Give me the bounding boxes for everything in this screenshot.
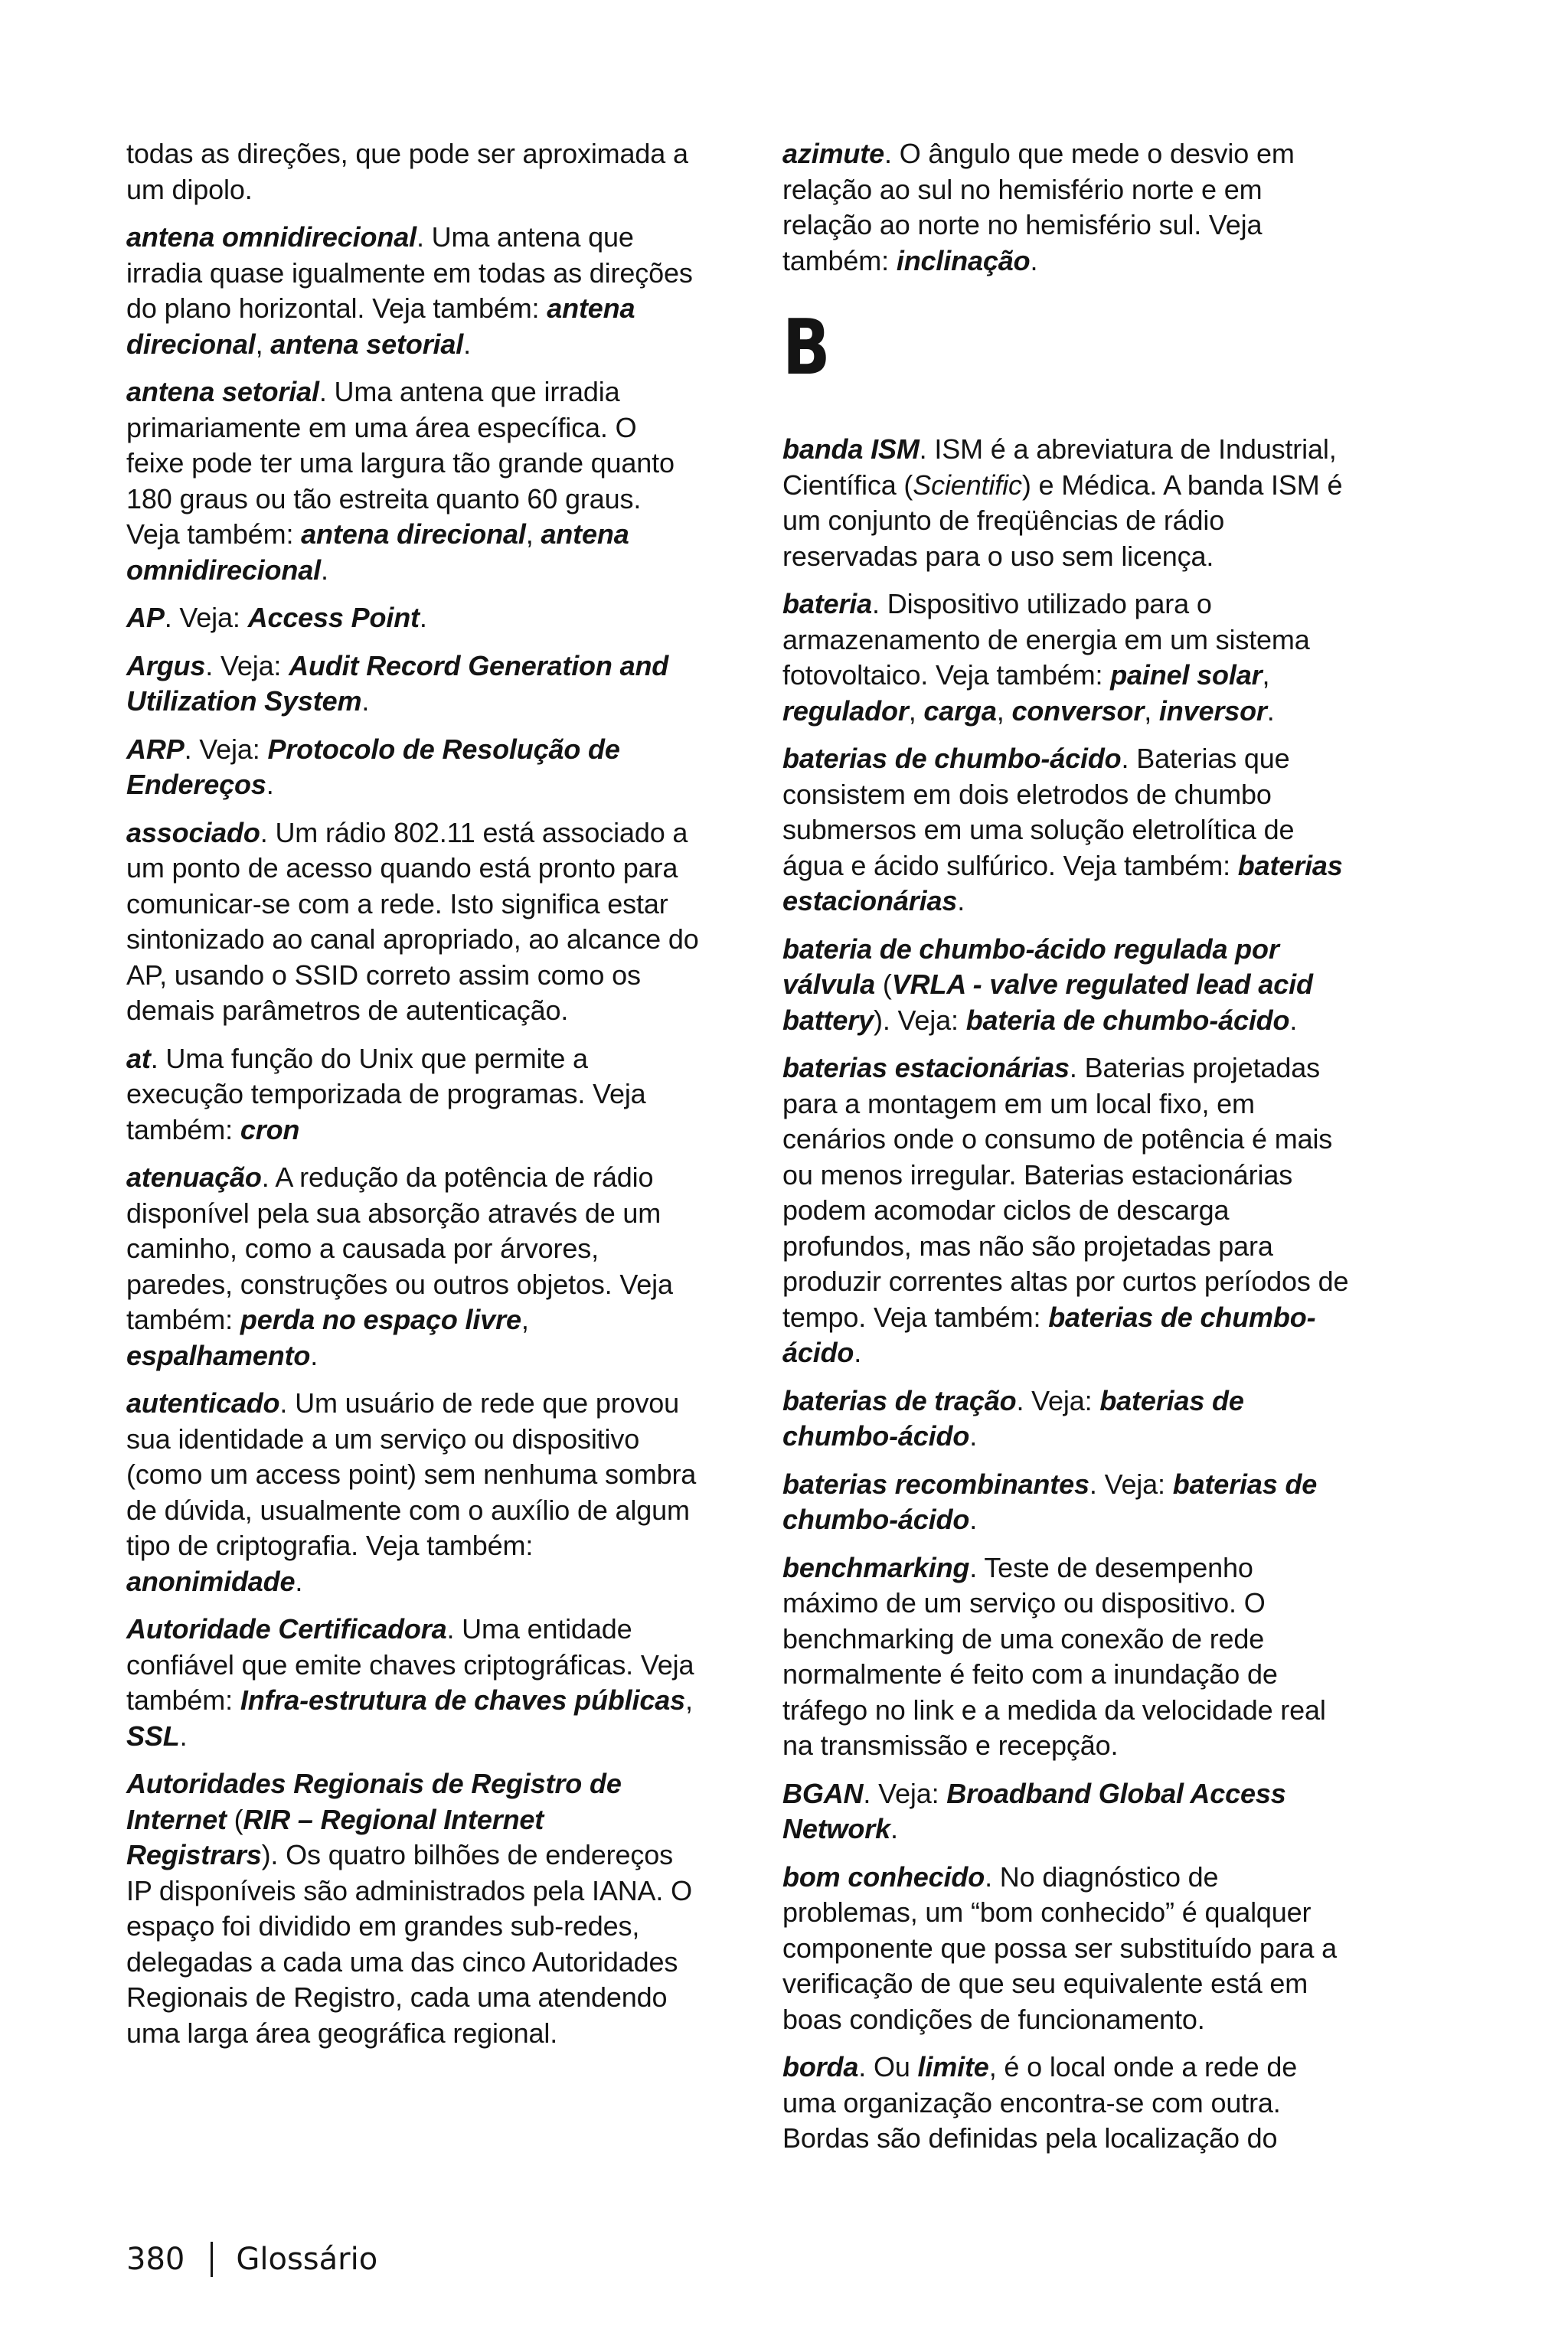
glossary-entry: baterias de tração. Veja: baterias de chumbo-ácido. [782, 1384, 1244, 1452]
glossary-entry: bateria. Dispositivo utilizado para o armazenamento de energia em um sistema fotovoltaico. Veja também: painel solar, regulador, carga, conversor, inversor. [782, 588, 1310, 727]
glossary-entry: benchmarking. Teste de desempenho máximo de um serviço ou dispositivo. O benchmarking de uma conexão de rede normalmente é feito com a inundação de tráfego no link e a medida da velocidade real na transmissão e recepção. [782, 1551, 1326, 1761]
glossary-term: antena direcional [126, 292, 635, 360]
right-column-after-heading [782, 432, 1355, 2157]
glossary-term: espalhamento [126, 1339, 311, 1371]
glossary-term: Access Point [247, 602, 420, 633]
glossary-term: BGAN [782, 1777, 864, 1809]
glossary-term: AP [126, 602, 165, 633]
glossary-entry: borda. Ou limite, é o local onde a rede de uma organização encontra-se com outra. Bordas são definidas pela localização do [782, 2051, 1298, 2154]
glossary-term: Argus [126, 649, 206, 681]
glossary-entry: todas as direções, que pode ser aproximada a um dipolo. [126, 138, 688, 205]
glossary-entry: associado. Um rádio 802.11 está associado a um ponto de acesso quando está pronto para comunicar-se com a rede. Isto significa estar sintonizado ao canal apropriado, ao alcance do AP, usando o SSID correto assim como os demais parâmetros de autenticação. [126, 816, 699, 1026]
glossary-term: RIR – Regional Internet Registrars [126, 1803, 544, 1870]
glossary-term: baterias de chumbo-ácido [782, 1384, 1244, 1452]
glossary-term: limite [917, 2051, 989, 2082]
glossary-term: antena direcional [301, 518, 526, 550]
glossary-term: ARP [126, 733, 185, 765]
glossary-entry: bateria de chumbo-ácido regulada por válvula (VRLA - valve regulated lead acid battery). Veja: bateria de chumbo-ácido. [782, 933, 1313, 1036]
glossary-term: borda [782, 2051, 859, 2082]
glossary-entry: Autoridades Regionais de Registro de Internet (RIR – Regional Internet Registrars). Os quatro bilhões de endereços IP disponíveis são administrados pela IANA. O espaço foi dividido em grandes sub-redes, delegadas a cada uma das cinco Autoridades Regionais de Registro, cada uma atendendo uma larga área geográfica regional. [126, 1768, 692, 2049]
glossary-entry: BGAN. Veja: Broadband Global Access Network. [782, 1777, 1286, 1844]
glossary-entry: ARP. Veja: Protocolo de Resolução de Endereços. [126, 733, 620, 800]
glossary-entry: azimute. O ângulo que mede o desvio em relação ao sul no hemisfério norte e em relação ao norte no hemisfério sul. Veja também: inclinação. [782, 138, 1295, 276]
glossary-term: inversor [1158, 694, 1267, 727]
italic-text: Scientific [913, 469, 1022, 501]
section-name: Glossário [236, 2242, 378, 2277]
right-column [782, 136, 1355, 2169]
glossary-term: bateria de chumbo-ácido regulada por válvula [782, 933, 1279, 1000]
glossary-term: azimute [782, 138, 884, 169]
glossary-term: antena omnidirecional [126, 221, 416, 253]
left-column [126, 136, 699, 2063]
glossary-term: conversor [1011, 694, 1145, 727]
glossary-term: inclinação [896, 244, 1031, 276]
glossary-term: perda no espaço livre [240, 1304, 521, 1335]
glossary-term: anonimidade [126, 1565, 296, 1597]
glossary-entry: baterias de chumbo-ácido. Baterias que consistem em dois eletrodos de chumbo submersos em uma solução eletrolítica de água e ácido sulfúrico. Veja também: baterias estacionárias. [782, 743, 1343, 916]
glossary-entry: AP. Veja: Access Point. [126, 602, 427, 633]
glossary-entry: atenuação. A redução da potência de rádio disponível pela sua absorção através de um caminho, como a causada por árvores, paredes, construções ou outros objetos. Veja também: perda no espaço livre, espalhamento. [126, 1161, 673, 1371]
glossary-entry: antena omnidirecional. Uma antena que irradia quase igualmente em todas as direções do plano horizontal. Veja também: antena direcional, antena setorial. [126, 221, 693, 360]
glossary-term: Autoridades Regionais de Registro de Internet [126, 1768, 622, 1835]
glossary-entry: at. Uma função do Unix que permite a execução temporizada de programas. Veja também: cron [126, 1042, 646, 1145]
glossary-entry: baterias recombinantes. Veja: baterias de chumbo-ácido. [782, 1468, 1318, 1535]
glossary-term: Infra-estrutura de chaves públicas [240, 1684, 685, 1716]
glossary-entry: autenticado. Um usuário de rede que provou sua identidade a um serviço ou dispositivo (como um access point) sem nenhuma sombra de dúvida, usualmente com o auxílio de algum tipo de criptografia. Veja também: anonimidade. [126, 1387, 697, 1597]
glossary-term: associado [126, 816, 260, 848]
glossary-term: banda ISM [782, 433, 920, 465]
glossary-entry: bom conhecido. No diagnóstico de problemas, um “bom conhecido” é qualquer componente que possa ser substituído para a verificação de que seu equivalente está em boas condições de funcionamento. [782, 1860, 1338, 2035]
glossary-term: Audit Record Generation and Utilization System [126, 649, 669, 717]
glossary-term: autenticado [126, 1387, 280, 1419]
glossary-term: benchmarking [782, 1551, 970, 1583]
glossary-term: VRLA - valve regulated lead acid battery [782, 969, 1313, 1036]
glossary-term: baterias de chumbo-ácido [782, 743, 1122, 774]
glossary-entry: banda ISM. ISM é a abreviatura de Industrial, Científica (Scientific) e Médica. A banda ISM é um conjunto de freqüências de rádio reservadas para o uso sem licença. [782, 433, 1343, 572]
glossary-term: bateria [782, 588, 873, 619]
letter-heading: B [782, 302, 831, 392]
glossary-term: Autoridade Certificadora [126, 1613, 447, 1645]
page-number: 380 [126, 2242, 185, 2277]
glossary-term: baterias recombinantes [782, 1468, 1089, 1500]
footer-separator [211, 2242, 213, 2277]
glossary-term: baterias estacionárias [782, 1052, 1070, 1083]
glossary-term: bateria de chumbo-ácido [965, 1004, 1290, 1036]
glossary-term: regulador [782, 694, 909, 727]
glossary-entry: baterias estacionárias. Baterias projetadas para a montagem em um local fixo, em cenários onde o consumo de potência é mais ou menos irregular. Baterias estacionárias podem acomodar ciclos de descarga profundos, mas não são projetadas para produzir correntes altas por curtos períodos de tempo. Veja também: baterias de chumbo-ácido. [782, 1052, 1349, 1368]
glossary-term: Protocolo de Resolução de Endereços [126, 733, 620, 800]
glossary-term: antena setorial [126, 376, 319, 407]
page-footer [126, 2240, 377, 2278]
glossary-term: bom conhecido [782, 1860, 985, 1893]
glossary-term: antena setorial [270, 328, 464, 360]
glossary-term: antena omnidirecional [126, 518, 629, 586]
right-column-before-heading [782, 136, 1355, 279]
glossary-term: SSL [126, 1720, 180, 1752]
glossary-term: painel solar [1110, 659, 1263, 691]
glossary-term: baterias de tração [782, 1384, 1017, 1416]
glossary-entry: antena setorial. Uma antena que irradia primariamente em uma área específica. O feixe pode ter uma largura tão grande quanto 180 graus ou tão estreita quanto 60 graus. Veja também: antena direcional, antena omnidirecional. [126, 376, 675, 586]
glossary-term: baterias estacionárias [782, 849, 1343, 916]
glossary-term: baterias de chumbo-ácido [782, 1468, 1318, 1535]
glossary-term: at [126, 1042, 151, 1074]
glossary-term: atenuação [126, 1161, 262, 1193]
glossary-entry: Autoridade Certificadora. Uma entidade confiável que emite chaves criptográficas. Veja também: Infra-estrutura de chaves públicas, SSL. [126, 1613, 694, 1752]
glossary-term: cron [240, 1113, 300, 1145]
glossary-term: Broadband Global Access Network [782, 1777, 1286, 1844]
glossary-term: baterias de chumbo-ácido [782, 1301, 1316, 1368]
glossary-term: carga [923, 694, 997, 727]
glossary-entry: Argus. Veja: Audit Record Generation and Utilization System. [126, 649, 669, 717]
